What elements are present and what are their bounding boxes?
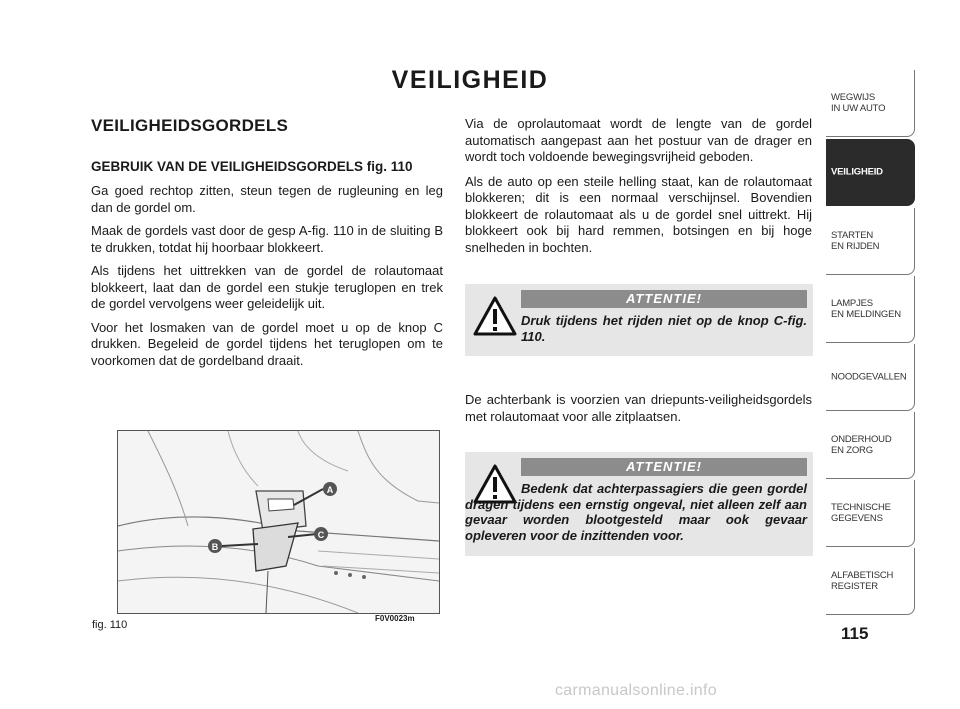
figure-caption: fig. 110 bbox=[92, 619, 128, 631]
tab-label: LAMPJES EN MELDINGEN bbox=[831, 298, 901, 320]
figure-seatbelt-illustration bbox=[117, 430, 440, 614]
tab-label: ALFABETISCH REGISTER bbox=[831, 570, 894, 592]
tab-alfabetisch[interactable] bbox=[826, 548, 915, 615]
tab-technische[interactable] bbox=[826, 480, 915, 547]
section-title: VEILIGHEIDSGORDELS bbox=[91, 116, 289, 135]
figure-label-b: B bbox=[211, 542, 219, 552]
attention-box-1 bbox=[465, 284, 813, 356]
body-paragraph: Ga goed rechtop zitten, steun tegen de rugleuning en leg dan de gordel om. bbox=[91, 183, 443, 215]
warning-triangle-icon bbox=[473, 296, 517, 336]
body-paragraph: De achterbank is voorzien van driepunts-veiligheidsgordels met rolautomaat voor alle zitplaatsen. bbox=[465, 392, 812, 424]
tab-label: WEGWIJS IN UW AUTO bbox=[831, 92, 886, 114]
attention-header: ATTENTIE! bbox=[521, 458, 807, 476]
tab-veiligheid[interactable] bbox=[826, 139, 915, 206]
watermark-text: carmanualsonline.info bbox=[555, 682, 717, 699]
body-paragraph: Voor het losmaken van de gordel moet u op de knop C drukken. Begeleid de gordel tijdens het teruglopen om te voorkomen dat de gordelband draait. bbox=[91, 319, 443, 368]
tab-label: ONDERHOUD EN ZORG bbox=[831, 434, 892, 456]
body-paragraph: Maak de gordels vast door de gesp A-fig. 110 in de sluiting B te drukken, totdat hij hoorbaar blokkeert. bbox=[91, 223, 443, 255]
subsection-title: GEBRUIK VAN DE VEILIGHEIDSGORDELS fig. 110 bbox=[91, 159, 413, 174]
figure-label-a: A bbox=[326, 485, 334, 495]
tab-wegwijs[interactable] bbox=[826, 70, 915, 137]
tab-label: TECHNISCHE GEGEVENS bbox=[831, 502, 891, 524]
tab-label: STARTEN EN RIJDEN bbox=[831, 230, 880, 252]
page-title: VEILIGHEID bbox=[391, 66, 549, 94]
body-paragraph: Via de oprolautomaat wordt de lengte van de gordel automatisch aangepast aan het postuur van de drager en wordt toch voldoende bewegingsvrijheid geboden. bbox=[465, 116, 812, 164]
seatbelt-buckle-drawing bbox=[118, 431, 439, 613]
figure-label-c: C bbox=[317, 530, 325, 540]
figure-code: F0V0023m bbox=[375, 614, 415, 623]
attention-header: ATTENTIE! bbox=[521, 290, 807, 308]
tab-onderhoud[interactable] bbox=[826, 412, 915, 479]
body-paragraph: Als de auto op een steile helling staat, kan de rolautomaat blokkeren; dit is een normaal verschijnsel. Bovendien blokkeert de rolautomaat als u de gordel snel uittrekt. Hij blokkeert ook bij hard remmen, botsingen en bij hoge snelheden in bochten. bbox=[465, 173, 812, 255]
page-number: 115 bbox=[841, 624, 869, 643]
right-column bbox=[465, 116, 812, 264]
attention-text: Druk tijdens het rijden niet op de knop C-fig. 110. bbox=[521, 313, 807, 344]
tab-lampjes[interactable] bbox=[826, 276, 915, 343]
body-paragraph: Als tijdens het uittrekken van de gordel de rolautomaat blokkeert, laat dan de gordel een stukje teruglopen en trek de gordel vervolgens weer geleidelijk uit. bbox=[91, 263, 443, 311]
tab-label: NOODGEVALLEN bbox=[831, 371, 907, 383]
left-column bbox=[91, 116, 443, 376]
tab-noodgevallen[interactable] bbox=[826, 344, 915, 411]
attention-box-2 bbox=[465, 452, 813, 556]
tab-starten[interactable] bbox=[826, 208, 915, 275]
attention-text: Bedenk dat achterpassagiers die geen gordel dragen tijdens een ernstig ongeval, niet alleen zelf aan gevaar worden blootgesteld maar ook gevaar opleveren voor de inzittenden voor. bbox=[465, 481, 807, 543]
tab-label: VEILIGHEID bbox=[831, 166, 883, 178]
